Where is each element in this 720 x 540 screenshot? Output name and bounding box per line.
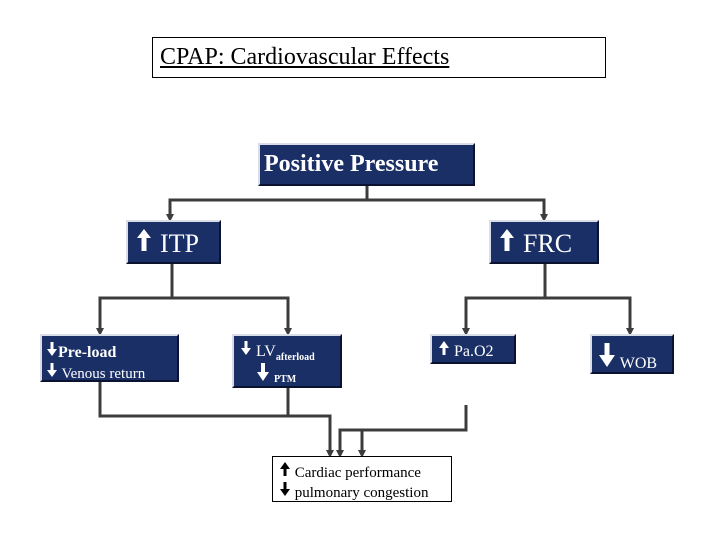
title-box	[152, 37, 606, 78]
ptm-label: PTM	[274, 374, 297, 385]
up-arrow-icon	[438, 340, 450, 360]
down-arrow-icon	[279, 481, 291, 501]
connector-pao2-cardiac	[340, 405, 466, 454]
cardiac-performance-box	[272, 456, 452, 502]
pao2-box	[430, 334, 516, 364]
lv-afterload-box	[232, 334, 342, 388]
connector-mid-cardiac	[340, 430, 362, 454]
down-arrow-icon	[240, 340, 252, 360]
preload-label: Pre-load	[58, 344, 117, 361]
frc-label: FRC	[523, 228, 573, 258]
frc-box	[489, 220, 599, 264]
up-arrow-icon	[499, 228, 515, 259]
preload-box	[40, 334, 179, 382]
itp-label: ITP	[160, 228, 199, 258]
connector-pp-frc	[367, 200, 544, 218]
connector-itp-lv	[172, 298, 288, 332]
up-arrow-icon	[136, 228, 152, 259]
pulmonary-congestion-label: pulmonary congestion	[294, 485, 429, 501]
down-arrow-icon	[46, 341, 58, 361]
positive-pressure-label: Positive Pressure	[264, 151, 439, 177]
wob-box	[590, 334, 674, 374]
positive-pressure-box	[258, 143, 475, 186]
page-title: CPAP: Cardiovascular Effects	[160, 44, 450, 70]
lv-label: LV	[256, 343, 276, 360]
connector-frc-pao2	[466, 264, 545, 332]
wob-label: WOB	[619, 355, 658, 372]
connector-preload-cardiac	[100, 382, 330, 454]
connector-pp-itp	[170, 186, 367, 218]
afterload-subscript: afterload	[275, 352, 315, 364]
itp-box	[126, 220, 221, 264]
cardiac-performance-label: Cardiac performance	[294, 465, 421, 481]
up-arrow-icon	[279, 461, 291, 481]
connector-itp-preload	[100, 264, 172, 332]
venous-return-label: Venous return	[61, 366, 146, 382]
connector-frc-wob	[545, 298, 630, 332]
down-arrow-icon	[46, 362, 58, 382]
pao2-label: Pa.O2	[454, 343, 494, 360]
down-arrow-icon	[598, 342, 616, 372]
down-arrow-icon	[256, 362, 270, 386]
